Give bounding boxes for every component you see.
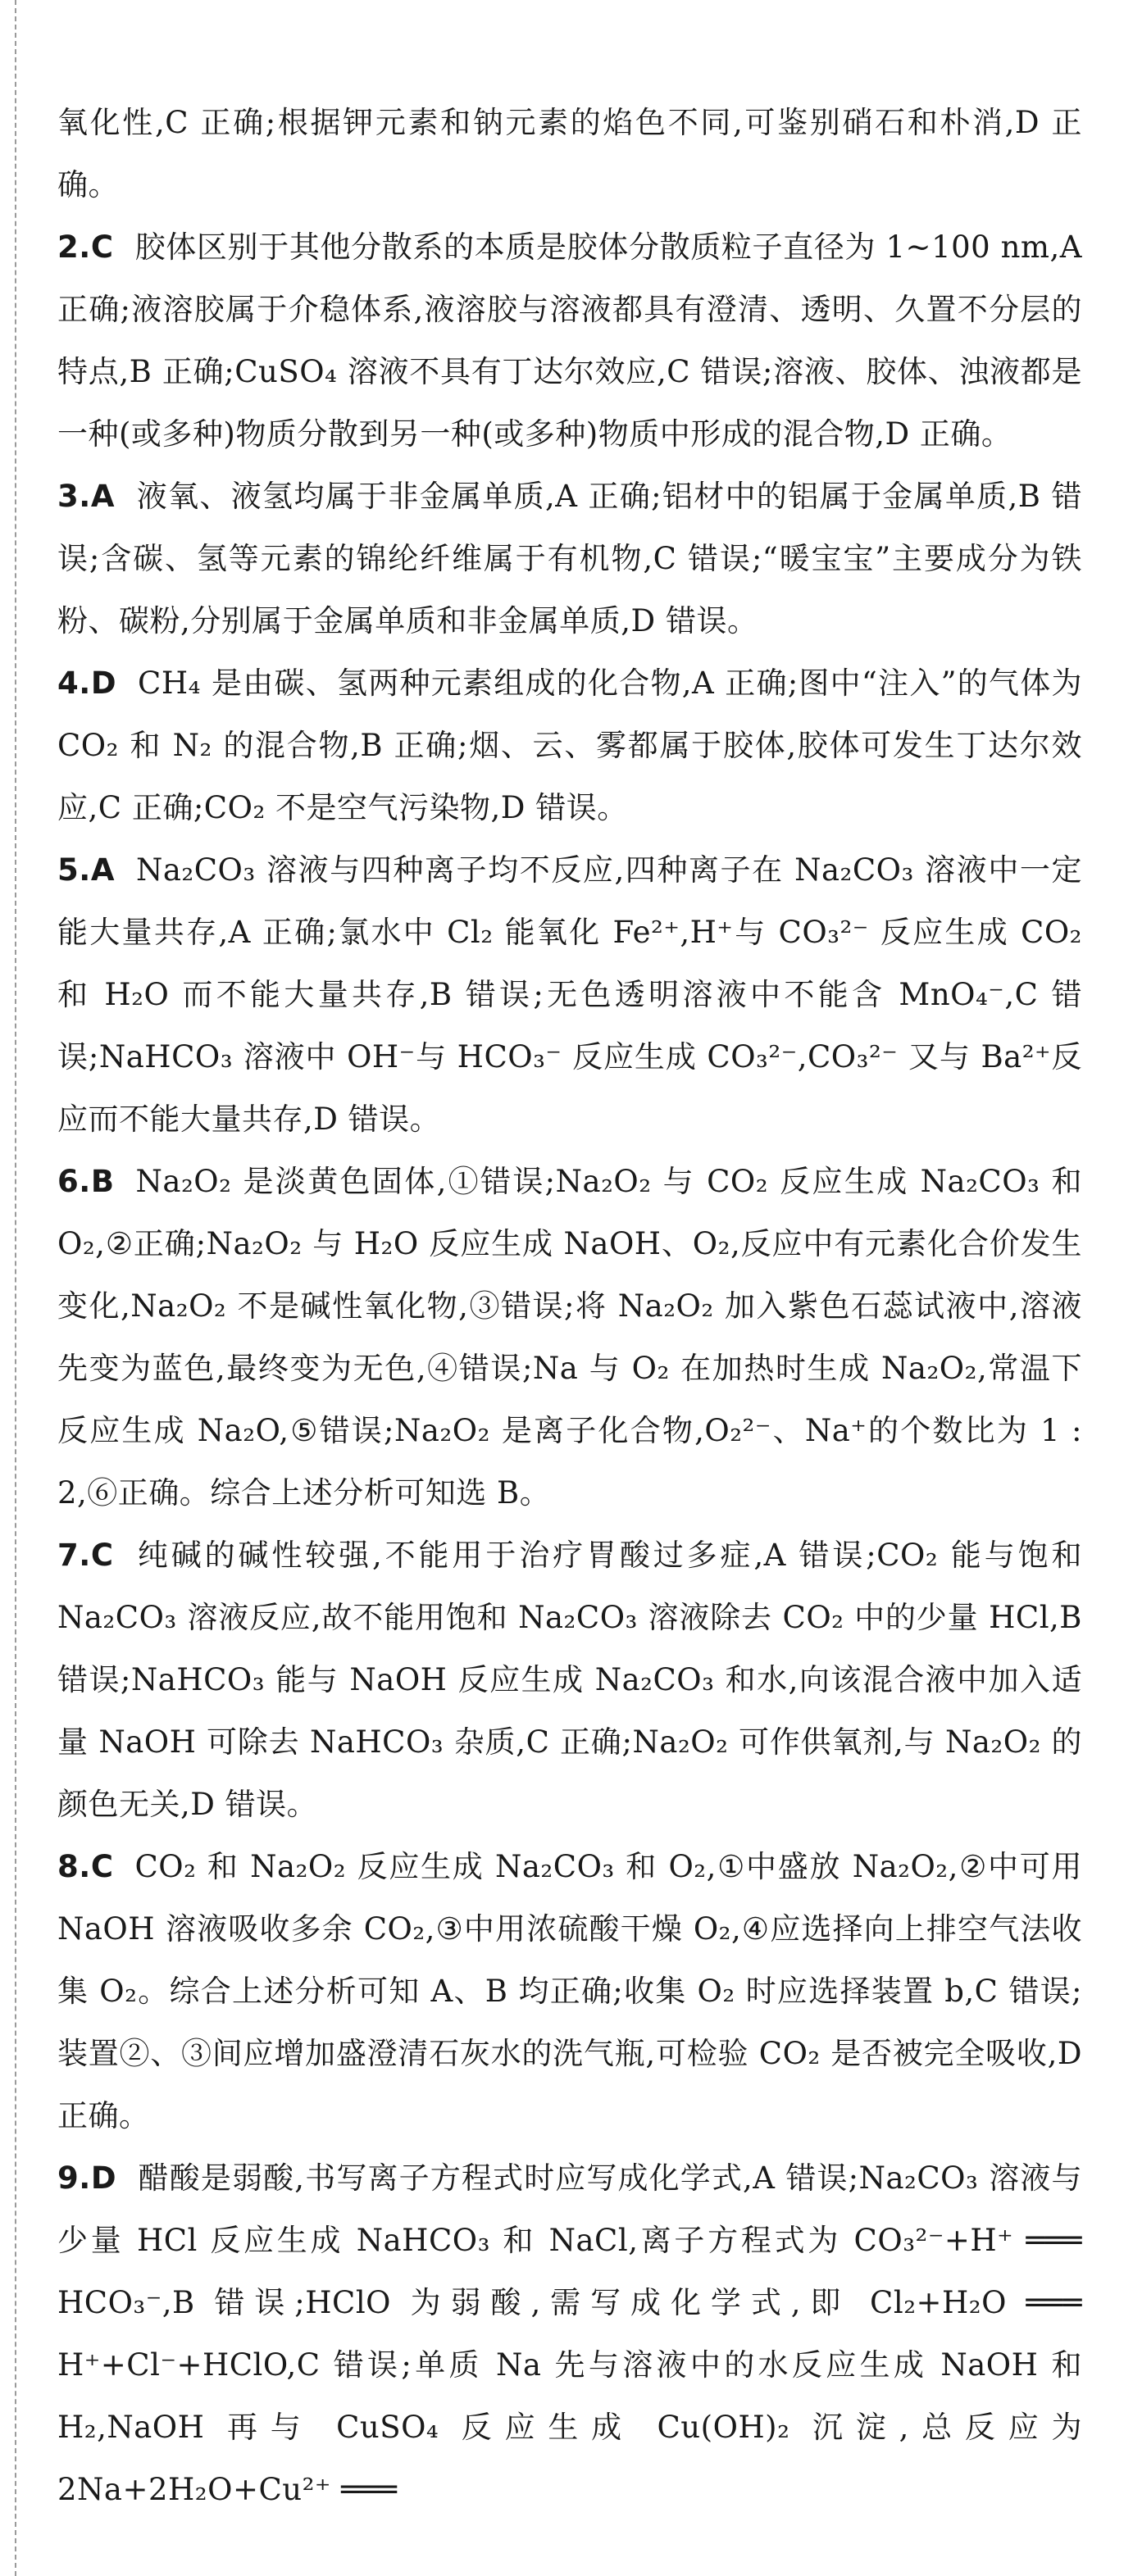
answer-item-6	[57, 1151, 1082, 1524]
item-text: Na₂CO₃ 溶液与四种离子均不反应,四种离子在 Na₂CO₃ 溶液中一定能大量共存,A 正确;氯水中 Cl₂ 能氧化 Fe²⁺,H⁺与 CO₃²⁻ 反应生成 CO₂ 和 H₂O 而不能大量共存,B 错误;无色透明溶液中不能含 MnO₄⁻,C 错误;NaHCO₃ 溶液中 OH⁻与 HCO₃⁻ 反应生成 CO₃²⁻,CO₃²⁻ 又与 Ba²⁺反应而不能大量共存,D 错误。	[57, 852, 1082, 1137]
answer-item-7	[57, 1524, 1082, 1836]
item-label: 2.C	[57, 229, 114, 265]
item-label: 5.A	[57, 852, 115, 888]
item-label: 8.C	[57, 1849, 114, 1884]
item-label: 6.B	[57, 1164, 115, 1199]
item-label: 9.D	[57, 2160, 117, 2196]
answer-item-5	[57, 839, 1082, 1151]
item-text: 醋酸是弱酸,书写离子方程式时应写成化学式,A 错误;Na₂CO₃ 溶液与少量 HCl 反应生成 NaHCO₃ 和 NaCl,离子方程式为 CO₃²⁻+H⁺ ═══ HCO₃⁻,B 错误;HClO 为弱酸,需写成化学式,即 Cl₂+H₂O ═══ H⁺+Cl⁻+HClO,C 错误;单质 Na 先与溶液中的水反应生成 NaOH 和 H₂,NaOH 再与 CuSO₄ 反应生成 Cu(OH)₂ 沉淀,总反应为 2Na+2H₂O+Cu²⁺ ═══	[57, 2160, 1082, 2507]
answer-item-3	[57, 466, 1082, 652]
item-text: 液氧、液氢均属于非金属单质,A 正确;铝材中的铝属于金属单质,B 错误;含碳、氢等元素的锦纶纤维属于有机物,C 错误;“暖宝宝”主要成分为铁粉、碳粉,分别属于金属单质和非金属单质,D 错误。	[57, 479, 1082, 638]
item-text: 纯碱的碱性较强,不能用于治疗胃酸过多症,A 错误;CO₂ 能与饱和 Na₂CO₃ 溶液反应,故不能用饱和 Na₂CO₃ 溶液除去 CO₂ 中的少量 HCl,B 错误;NaHCO₃ 能与 NaOH 反应生成 Na₂CO₃ 和水,向该混合液中加入适量 NaOH 可除去 NaHCO₃ 杂质,C 正确;Na₂O₂ 可作供氧剂,与 Na₂O₂ 的颜色无关,D 错误。	[57, 1538, 1082, 1822]
answer-explanations	[57, 92, 1082, 2521]
answer-item-8	[57, 1836, 1082, 2147]
item-label: 3.A	[57, 479, 115, 514]
answer-item-9	[57, 2147, 1082, 2521]
item-text: CH₄ 是由碳、氢两种元素组成的化合物,A 正确;图中“注入”的气体为 CO₂ 和 N₂ 的混合物,B 正确;烟、云、雾都属于胶体,胶体可发生丁达尔效应,C 正确;CO₂ 不是空气污染物,D 错误。	[57, 666, 1082, 825]
item-label: 7.C	[57, 1538, 114, 1573]
binding-margin-line	[15, 0, 16, 2576]
item-text: Na₂O₂ 是淡黄色固体,①错误;Na₂O₂ 与 CO₂ 反应生成 Na₂CO₃ 和 O₂,②正确;Na₂O₂ 与 H₂O 反应生成 NaOH、O₂,反应中有元素化合价发生变化,Na₂O₂ 不是碱性氧化物,③错误;将 Na₂O₂ 加入紫色石蕊试液中,溶液先变为蓝色,最终变为无色,④错误;Na 与 O₂ 在加热时生成 Na₂O₂,常温下反应生成 Na₂O,⑤错误;Na₂O₂ 是离子化合物,O₂²⁻、Na⁺的个数比为 1 : 2,⑥正确。综合上述分析可知选 B。	[57, 1164, 1082, 1511]
answer-item-4	[57, 652, 1082, 839]
item-label: 4.D	[57, 666, 117, 701]
item-text: CO₂ 和 Na₂O₂ 反应生成 Na₂CO₃ 和 O₂,①中盛放 Na₂O₂,②中可用 NaOH 溶液吸收多余 CO₂,③中用浓硫酸干燥 O₂,④应选择向上排空气法收集 O₂。综合上述分析可知 A、B 均正确;收集 O₂ 时应选择装置 b,C 错误;装置②、③间应增加盛澄清石灰水的洗气瓶,可检验 CO₂ 是否被完全吸收,D 正确。	[57, 1849, 1082, 2133]
item-1-continuation	[57, 92, 1082, 216]
item-text: 胶体区别于其他分散系的本质是胶体分散质粒子直径为 1~100 nm,A 正确;液溶胶属于介稳体系,液溶胶与溶液都具有澄清、透明、久置不分层的特点,B 正确;CuSO₄ 溶液不具有丁达尔效应,C 错误;溶液、胶体、浊液都是一种(或多种)物质分散到另一种(或多种)物质中形成的混合物,D 正确。	[57, 229, 1082, 452]
answer-item-2	[57, 216, 1082, 466]
item-text: 氧化性,C 正确;根据钾元素和钠元素的焰色不同,可鉴别硝石和朴消,D 正确。	[57, 105, 1082, 202]
